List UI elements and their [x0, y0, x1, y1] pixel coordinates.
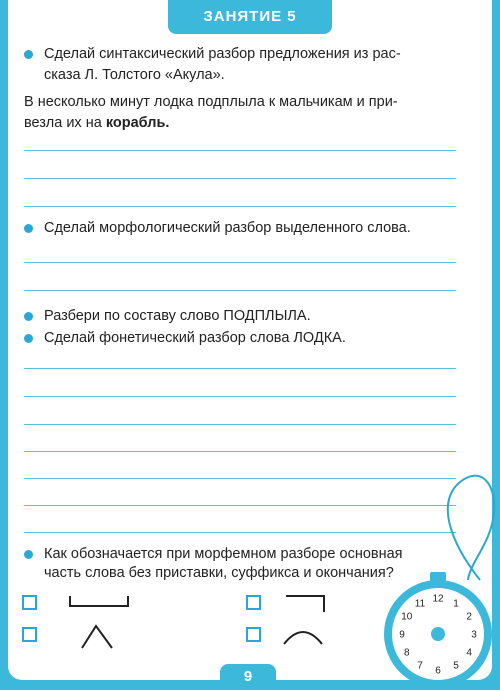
answer-line[interactable]: [24, 178, 456, 179]
clock-number: 9: [399, 629, 405, 641]
answer-line[interactable]: [24, 396, 456, 397]
stopwatch-chain-icon: [440, 462, 500, 582]
bullet-icon: [24, 50, 33, 59]
lesson-title: ЗАНЯТИЕ 5: [168, 0, 332, 34]
clock-number: 6: [435, 665, 441, 677]
suffix-symbol-icon: [282, 592, 328, 614]
task1-line1: Сделай синтаксический разбор предложения из рас-: [44, 46, 401, 62]
option3-checkbox[interactable]: [22, 627, 37, 642]
option4-checkbox[interactable]: [246, 627, 261, 642]
sentence-line1: В несколько минут лодка подплыла к мальчикам и при-: [24, 94, 398, 110]
clock-number: 2: [466, 611, 472, 623]
clock-number: 11: [414, 598, 426, 610]
bullet-icon: [24, 224, 33, 233]
clock-number: 3: [471, 629, 477, 641]
task4-text: Сделай фонетический разбор слова ЛОДКА.: [44, 330, 346, 346]
answer-line[interactable]: [24, 424, 456, 425]
ending-symbol-icon: [66, 594, 132, 610]
bullet-icon: [24, 312, 33, 321]
clock-number: 5: [453, 660, 459, 672]
task2-text: Сделай морфологический разбор выделенного слова.: [44, 220, 411, 236]
answer-line[interactable]: [24, 505, 456, 506]
highlighted-word: корабль.: [105, 115, 170, 131]
clock-number: 12: [432, 593, 444, 605]
option1-checkbox[interactable]: [22, 595, 37, 610]
answer-line[interactable]: [24, 478, 456, 479]
page-number: 9: [220, 664, 276, 688]
task1-line2: сказа Л. Толстого «Акула».: [44, 67, 225, 83]
option2-checkbox[interactable]: [246, 595, 261, 610]
sentence-line2: [24, 113, 169, 133]
answer-line[interactable]: [24, 368, 456, 369]
stopwatch-icon: [378, 570, 498, 688]
prefix-symbol-icon: [80, 622, 114, 650]
root-symbol-icon: [282, 624, 324, 648]
answer-line[interactable]: [24, 150, 456, 151]
task5-line1: Как обозначается при морфемном разборе основная: [44, 546, 403, 562]
answer-line[interactable]: [24, 206, 456, 207]
clock-number: 1: [453, 598, 459, 610]
clock-number: 8: [404, 647, 410, 659]
bullet-icon: [24, 550, 33, 559]
clock-number: 7: [417, 660, 423, 672]
task5-line2: часть слова без приставки, суффикса и окончания?: [44, 565, 394, 581]
bullet-icon: [24, 334, 33, 343]
answer-line[interactable]: [24, 451, 456, 452]
answer-line[interactable]: [24, 532, 456, 533]
sentence-text: везла их на: [24, 115, 106, 131]
answer-line[interactable]: [24, 290, 456, 291]
task3-text: Разбери по составу слово ПОДПЛЫЛА.: [44, 308, 311, 324]
answer-line[interactable]: [24, 262, 456, 263]
clock-number: 4: [466, 647, 472, 659]
clock-number: 10: [401, 611, 413, 623]
